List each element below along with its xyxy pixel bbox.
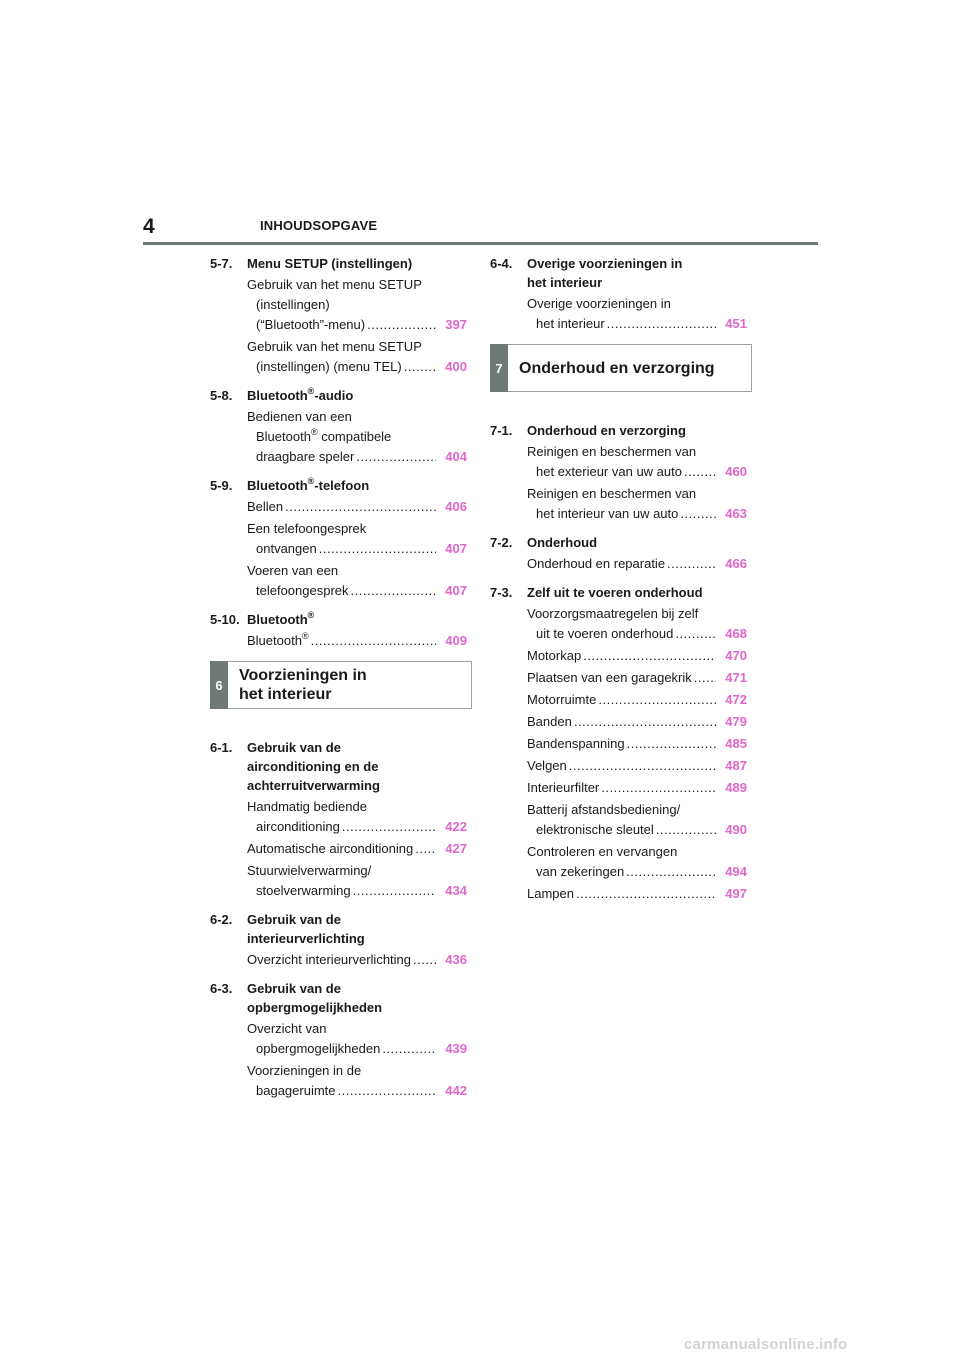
section-heading — [490, 533, 752, 552]
section-heading — [210, 254, 472, 273]
entry-leader-line — [527, 756, 752, 776]
entry-text: Bellen — [247, 499, 284, 514]
entry-text: Voeren van een — [247, 563, 339, 578]
dot-leader — [413, 950, 436, 970]
entry-text: ontvangen — [256, 541, 317, 556]
section-title: Bluetooth®-audio — [247, 385, 354, 403]
entry-text: Bedienen van een — [247, 409, 352, 424]
page-link[interactable]: 494 — [725, 864, 747, 879]
dot-leader — [626, 862, 716, 882]
entry-text: Handmatig bediende — [247, 799, 367, 814]
dot-leader — [694, 668, 716, 688]
page-link[interactable]: 490 — [725, 822, 747, 837]
toc-entry[interactable] — [490, 712, 752, 732]
page-link[interactable]: 409 — [445, 633, 467, 648]
page-link[interactable]: 466 — [725, 556, 747, 571]
entry-leader-line — [527, 884, 752, 904]
entry-leader-line — [527, 820, 752, 840]
section-title: Bluetooth®-telefoon — [247, 475, 370, 493]
entry-leader-line — [247, 581, 472, 601]
entry-text: bagageruimte — [256, 1083, 336, 1098]
entry-leader-line — [527, 554, 752, 574]
toc-entry[interactable] — [490, 554, 752, 574]
toc-entry[interactable] — [490, 884, 752, 904]
entry-text: stoelverwarming — [256, 883, 351, 898]
toc-entry[interactable] — [210, 1019, 472, 1059]
toc-left-column — [210, 254, 472, 1101]
entry-text: Lampen — [527, 886, 574, 901]
entry-text: Overzicht interieurverlichting — [247, 952, 412, 967]
entry-leader-line — [247, 447, 472, 467]
entry-text: telefoongesprek — [256, 583, 349, 598]
entry-text: Voorzorgsmaatregelen bij zelf — [527, 606, 699, 621]
entry-text: Gebruik van het menu SETUP — [247, 277, 422, 292]
entry-leader-line — [247, 539, 472, 559]
section-title: Onderhoud — [527, 535, 598, 550]
page-link[interactable]: 406 — [445, 499, 467, 514]
dot-leader — [319, 539, 436, 559]
toc-entry[interactable] — [490, 294, 752, 334]
chapter-banner — [210, 661, 472, 709]
dot-leader — [607, 314, 716, 334]
page-link[interactable]: 442 — [445, 1083, 467, 1098]
page-link[interactable]: 436 — [445, 952, 467, 967]
toc-entry[interactable] — [490, 734, 752, 754]
toc-entry[interactable] — [490, 690, 752, 710]
dot-leader — [583, 646, 716, 666]
dot-leader — [351, 581, 436, 601]
page-link[interactable]: 485 — [725, 736, 747, 751]
page-link[interactable]: 479 — [725, 714, 747, 729]
entry-leader-line — [247, 631, 472, 651]
entry-text: Reinigen en beschermen van — [527, 486, 697, 501]
page-link[interactable]: 463 — [725, 506, 747, 521]
chapter-banner — [490, 344, 752, 392]
dot-leader — [367, 315, 436, 335]
entry-text: uit te voeren onderhoud — [536, 626, 674, 641]
page-link[interactable]: 471 — [725, 670, 747, 685]
page-link[interactable]: 427 — [445, 841, 467, 856]
toc-entry[interactable] — [490, 442, 752, 482]
page-link[interactable]: 397 — [445, 317, 467, 332]
toc-entry[interactable] — [490, 646, 752, 666]
entry-text: (“Bluetooth”-menu) — [256, 317, 366, 332]
page-link[interactable]: 451 — [725, 316, 747, 331]
dot-leader — [356, 447, 436, 467]
entry-leader-line — [527, 712, 752, 732]
dot-leader — [598, 690, 716, 710]
toc-entry[interactable] — [490, 778, 752, 798]
section-number: 5-7. — [210, 256, 233, 271]
page-header-title: INHOUDSOPGAVE — [260, 218, 378, 233]
toc-entry[interactable] — [210, 950, 472, 970]
entry-text: opbergmogelijkheden — [256, 1041, 381, 1056]
dot-leader — [574, 712, 716, 732]
entry-leader-line — [527, 690, 752, 710]
toc-entry[interactable] — [210, 519, 472, 559]
entry-text: Bluetooth® compatibele — [256, 426, 392, 444]
section-title: Gebruik van de opbergmogelijkheden — [247, 981, 383, 1015]
toc-entry[interactable] — [490, 604, 752, 644]
entry-text: het exterieur van uw auto — [536, 464, 682, 479]
entry-text: Gebruik van het menu SETUP — [247, 339, 422, 354]
section-title: Onderhoud en verzorging — [527, 423, 686, 438]
entry-text: Onderhoud en reparatie — [527, 556, 666, 571]
section-heading — [210, 979, 472, 1017]
section-number: 5-10. — [210, 612, 240, 627]
page-link[interactable]: 407 — [445, 583, 467, 598]
dot-leader — [342, 817, 436, 837]
entry-text: het interieur van uw auto — [536, 506, 679, 521]
entry-leader-line — [247, 1039, 472, 1059]
dot-leader — [285, 497, 436, 517]
entry-text: airconditioning — [256, 819, 340, 834]
toc-entry[interactable] — [210, 1061, 472, 1101]
toc-right-column — [490, 254, 752, 904]
page-number: 4 — [143, 215, 155, 238]
toc-entry[interactable] — [490, 800, 752, 840]
section-heading — [210, 738, 472, 795]
entry-text: Overige voorzieningen in — [527, 296, 671, 311]
entry-text: Controleren en vervangen — [527, 844, 678, 859]
section-heading — [210, 476, 472, 495]
section-number: 7-1. — [490, 423, 513, 438]
toc-entry[interactable] — [210, 631, 472, 651]
page-link[interactable]: 439 — [445, 1041, 467, 1056]
entry-leader-line — [247, 1081, 472, 1101]
entry-leader-line — [247, 817, 472, 837]
entry-leader-line — [527, 734, 752, 754]
page-link[interactable]: 434 — [445, 883, 467, 898]
dot-leader — [404, 357, 436, 377]
entry-leader-line — [527, 668, 752, 688]
section-heading — [490, 583, 752, 602]
section-number: 7-2. — [490, 535, 513, 550]
entry-leader-line — [247, 315, 472, 335]
toc-entry[interactable] — [210, 407, 472, 467]
section-heading — [210, 910, 472, 948]
section-number: 6-3. — [210, 981, 233, 996]
dot-leader — [601, 778, 716, 798]
page-link[interactable]: 460 — [725, 464, 747, 479]
dot-leader — [382, 1039, 436, 1059]
page-link[interactable]: 487 — [725, 758, 747, 773]
dot-leader — [680, 504, 716, 524]
entry-leader-line — [247, 357, 472, 377]
entry-leader-line — [527, 624, 752, 644]
header-divider — [143, 242, 818, 245]
toc-entry[interactable] — [210, 839, 472, 859]
section-title: Zelf uit te voeren onderhoud — [527, 585, 703, 600]
section-heading — [210, 386, 472, 405]
toc-entry[interactable] — [210, 275, 472, 335]
dot-leader — [627, 734, 716, 754]
entry-text: Motorruimte — [527, 692, 597, 707]
page-link[interactable]: 422 — [445, 819, 467, 834]
entry-leader-line — [247, 881, 472, 901]
section-number: 6-4. — [490, 256, 513, 271]
section-heading — [210, 610, 472, 629]
entry-leader-line — [527, 504, 752, 524]
site-watermark: carmanualsonline.info — [684, 1336, 848, 1353]
toc-entry[interactable] — [490, 484, 752, 524]
page-link[interactable]: 470 — [725, 648, 747, 663]
section-number: 7-3. — [490, 585, 513, 600]
entry-text: Overzicht van — [247, 1021, 327, 1036]
entry-text: Een telefoongesprek — [247, 521, 367, 536]
page-link[interactable]: 497 — [725, 886, 747, 901]
chapter-title: Voorzieningen in het interieur — [239, 667, 367, 703]
dot-leader — [569, 756, 716, 776]
entry-text: Batterij afstandsbediening/ — [527, 802, 681, 817]
section-title: Gebruik van de airconditioning en de achterruitverwarming — [247, 740, 380, 793]
toc-entry[interactable] — [490, 842, 752, 882]
entry-leader-line — [527, 462, 752, 482]
entry-leader-line — [527, 646, 752, 666]
toc-entry[interactable] — [210, 497, 472, 517]
section-heading — [490, 421, 752, 440]
section-title: Bluetooth® — [247, 609, 315, 627]
entry-text: het interieur — [536, 316, 605, 331]
section-number: 6-1. — [210, 740, 233, 755]
toc-entry[interactable] — [490, 668, 752, 688]
page-link[interactable]: 468 — [725, 626, 747, 641]
entry-text: elektronische sleutel — [536, 822, 654, 837]
section-title: Overige voorzieningen in het interieur — [527, 256, 683, 290]
page-link[interactable]: 407 — [445, 541, 467, 556]
entry-text: draagbare speler — [256, 449, 355, 464]
toc-entry[interactable] — [210, 797, 472, 837]
entry-text: Velgen — [527, 758, 567, 773]
section-title: Gebruik van de interieurverlichting — [247, 912, 365, 946]
entry-text: Motorkap — [527, 648, 582, 663]
dot-leader — [684, 462, 716, 482]
entry-text: Stuurwielverwarming/ — [247, 863, 372, 878]
page-link[interactable]: 404 — [445, 449, 467, 464]
toc-entry[interactable] — [490, 756, 752, 776]
dot-leader — [667, 554, 716, 574]
entry-text: (instellingen) (menu TEL) — [256, 359, 402, 374]
dot-leader — [311, 631, 436, 651]
page-link[interactable]: 472 — [725, 692, 747, 707]
entry-leader-line — [247, 839, 472, 859]
entry-leader-line — [527, 862, 752, 882]
section-number: 6-2. — [210, 912, 233, 927]
dot-leader — [675, 624, 716, 644]
section-heading — [490, 254, 752, 292]
toc-entry[interactable] — [210, 337, 472, 377]
entry-text: Bluetooth® — [247, 630, 309, 648]
entry-leader-line — [247, 497, 472, 517]
entry-text: Reinigen en beschermen van — [527, 444, 697, 459]
entry-text: van zekeringen — [536, 864, 625, 879]
entry-text: Banden — [527, 714, 572, 729]
entry-text: (instellingen) — [256, 297, 330, 312]
section-number: 5-8. — [210, 388, 233, 403]
page-link[interactable]: 400 — [445, 359, 467, 374]
section-title: Menu SETUP (instellingen) — [247, 256, 413, 271]
entry-text: Plaatsen van een garagekrik — [527, 670, 692, 685]
chapter-title: Onderhoud en verzorging — [519, 359, 715, 377]
dot-leader — [415, 839, 436, 859]
dot-leader — [353, 881, 436, 901]
page-link[interactable]: 489 — [725, 780, 747, 795]
entry-text: Bandenspanning — [527, 736, 625, 751]
dot-leader — [576, 884, 716, 904]
chapter-number-tab: 6 — [210, 661, 228, 709]
entry-text: Voorzieningen in de — [247, 1063, 362, 1078]
entry-leader-line — [247, 950, 472, 970]
entry-leader-line — [527, 314, 752, 334]
chapter-number-tab: 7 — [490, 344, 508, 392]
dot-leader — [656, 820, 716, 840]
entry-leader-line — [527, 778, 752, 798]
entry-text: Interieurfilter — [527, 780, 600, 795]
toc-entry[interactable] — [210, 561, 472, 601]
toc-entry[interactable] — [210, 861, 472, 901]
dot-leader — [338, 1081, 437, 1101]
entry-text: Automatische airconditioning — [247, 841, 414, 856]
section-number: 5-9. — [210, 478, 233, 493]
